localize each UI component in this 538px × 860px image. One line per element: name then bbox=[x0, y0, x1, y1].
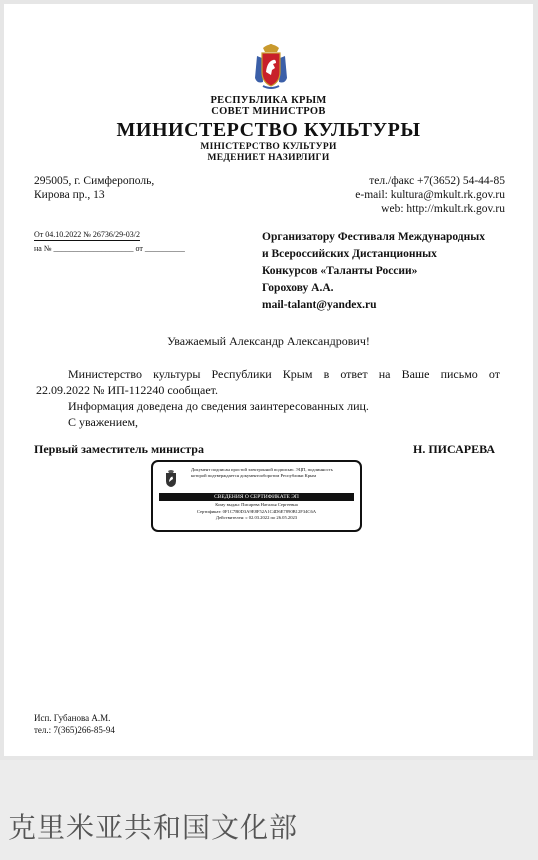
address-line-2: Кирова пр., 13 bbox=[34, 189, 105, 201]
council-heading: СОВЕТ МИНИСТРОВ bbox=[211, 106, 326, 117]
ministry-title-crimean-tatar: МЕДЕНИЕТ НАЗИРЛИГИ bbox=[207, 153, 330, 163]
executor-phone: тел.: 7(365)266-85-94 bbox=[34, 725, 115, 735]
signatory-name: Н. ПИСАРЕВА bbox=[413, 442, 495, 456]
certificate-serial: Сертификат: 0F1C7B0D3A9E8F52A1C4D6E7890B12F34C6A bbox=[196, 508, 317, 514]
recipient-block bbox=[262, 229, 485, 314]
outgoing-reference bbox=[34, 229, 140, 241]
recipient-line: Организатору Фестиваля Международных bbox=[262, 231, 485, 243]
website: web: http://mkult.rk.gov.ru bbox=[381, 203, 505, 215]
stamp-header-line: которой подтверждается документооборотом Республики Крым bbox=[191, 473, 316, 478]
salutation: Уважаемый Александр Александрович! bbox=[167, 334, 370, 348]
body-paragraph-1-line-2: 22.09.2022 № ИП-112240 сообщает. bbox=[36, 383, 218, 397]
phone-fax: тел./факс +7(3652) 54-44-85 bbox=[369, 175, 505, 187]
closing: С уважением, bbox=[68, 415, 139, 429]
crimea-coat-of-arms-icon bbox=[254, 42, 288, 90]
address-line-1: 295005, г. Симферополь, bbox=[34, 175, 155, 187]
certificate-validity: Действителен: с 02.03.2022 по 26.05.2023 bbox=[215, 515, 298, 520]
signatory-position: Первый заместитель министра bbox=[34, 442, 204, 456]
certificate-details bbox=[159, 502, 354, 522]
recipient-email: mail-talant@yandex.ru bbox=[262, 299, 377, 311]
coat-of-arms-icon bbox=[164, 470, 178, 488]
body-paragraph-1-line-1: Министерство культуры Республики Крым в ответ на Ваше письмо от bbox=[68, 367, 500, 381]
email-address: e-mail: kultura@mkult.rk.gov.ru bbox=[355, 189, 505, 201]
incoming-reference: на № ____________________ от __________ bbox=[34, 244, 185, 253]
executor-name: Исп. Губанова А.М. bbox=[34, 713, 111, 723]
recipient-line: Конкурсов «Таланты России» bbox=[262, 265, 418, 277]
ministry-title-ukrainian: МІНІСТЕРСТВО КУЛЬТУРИ bbox=[200, 142, 337, 152]
certificate-info-bar: СВЕДЕНИЯ О СЕРТИФИКАТЕ ЭП bbox=[159, 493, 354, 501]
stamp-header bbox=[191, 467, 351, 479]
outgoing-reference-text: От 04.10.2022 № 26736/29-03/2 bbox=[34, 230, 141, 239]
letter-page bbox=[4, 4, 533, 756]
republic-heading: РЕСПУБЛИКА КРЫМ bbox=[210, 95, 327, 106]
stamp-header-line: Документ подписан простой электронной подписью. ЭЦП, подлинность bbox=[191, 467, 333, 472]
recipient-line: и Всероссийских Дистанционных bbox=[262, 248, 437, 260]
image-caption: 克里米亚共和国文化部 bbox=[8, 811, 299, 844]
recipient-line: Горохову А.А. bbox=[262, 282, 334, 294]
ministry-title: МИНИСТЕРСТВО КУЛЬТУРЫ bbox=[116, 119, 421, 141]
electronic-signature-stamp bbox=[151, 460, 362, 532]
body-paragraph-2: Информация доведена до сведения заинтересованных лиц. bbox=[68, 399, 369, 413]
certificate-owner: Кому выдан: Писарева Наталья Сергеевна bbox=[215, 502, 298, 507]
